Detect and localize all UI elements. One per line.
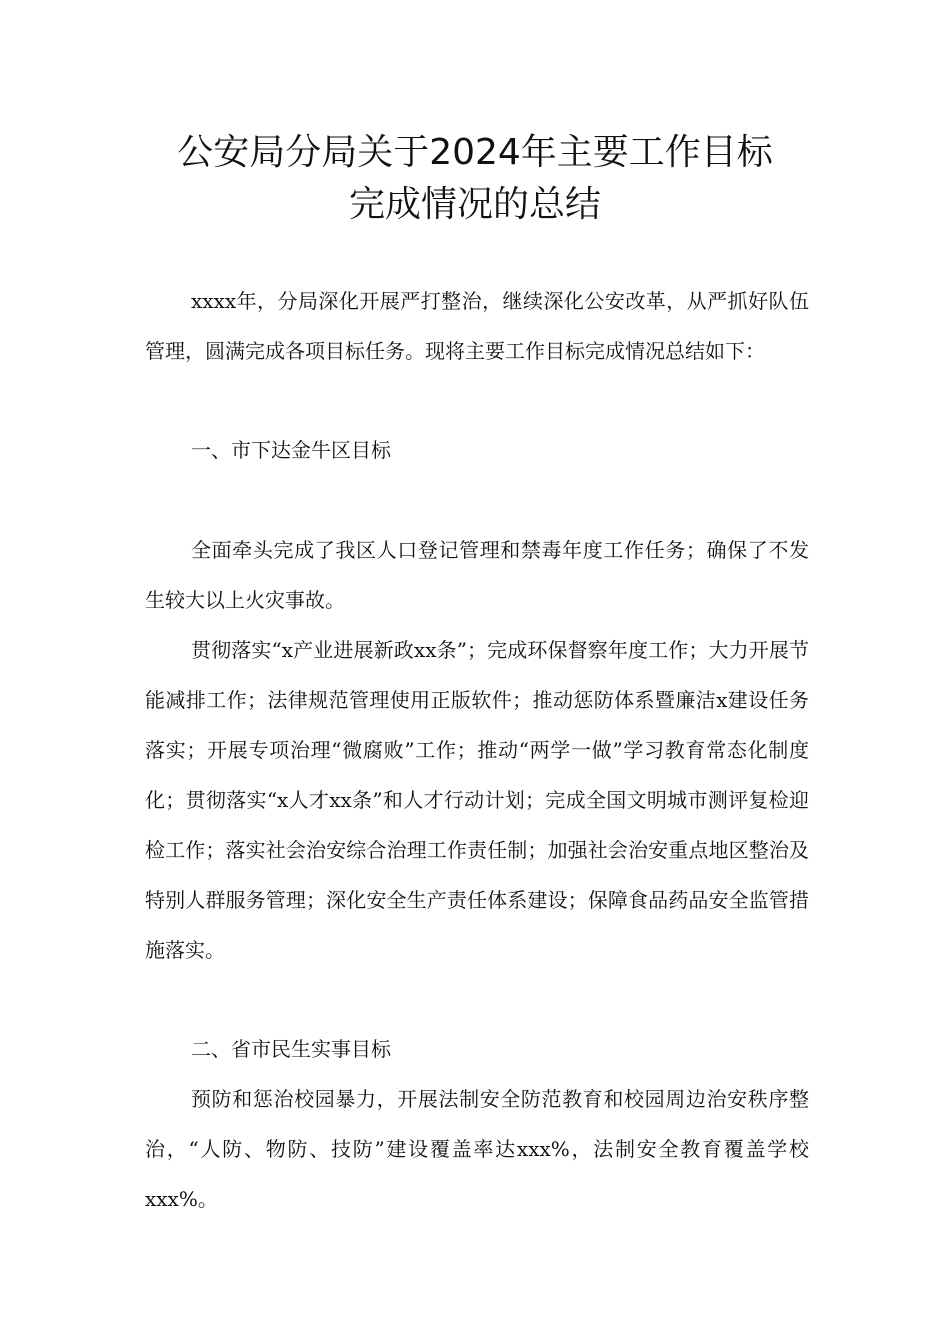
section-2-heading: 二、省市民生实事目标 (191, 1037, 391, 1061)
document-title-line-2: 完成情况的总结 (348, 184, 601, 225)
intro-paragraph: xxxx年，分局深化开展严打整治，继续深化公安改革，从严抓好队伍管理，圆满完成各项目标任务。现将主要工作目标完成情况总结如下： (145, 289, 809, 363)
section-1-heading: 一、市下达金牛区目标 (191, 438, 391, 462)
section-1-paragraph-2: 贯彻落实“x产业进展新政xx条”；完成环保督察年度工作；大力开展节能减排工作；法律规范管理使用正版软件；推动惩防体系暨廉洁x建设任务落实；开展专项治理“微腐败”工作；推动“两学一做”学习教育常态化制度化；贯彻落实“x人才xx条”和人才行动计划；完成全国文明城市测评复检迎检工作；落实社会治安综合治理工作责任制；加强社会治安重点地区整治及特别人群服务管理；深化安全生产责任体系建设；保障食品药品安全监管措施落实。 (145, 638, 809, 962)
section-1-paragraph-1: 全面牵头完成了我区人口登记管理和禁毒年度工作任务；确保了不发生较大以上火灾事故。 (145, 538, 809, 612)
document-title-line-1: 公安局分局关于2024年主要工作目标 (177, 132, 773, 173)
section-2-paragraph-1: 预防和惩治校园暴力，开展法制安全防范教育和校园周边治安秩序整治，“人防、物防、技防”建设覆盖率达xxx%，法制安全教育覆盖学校xxx%。 (145, 1087, 809, 1211)
